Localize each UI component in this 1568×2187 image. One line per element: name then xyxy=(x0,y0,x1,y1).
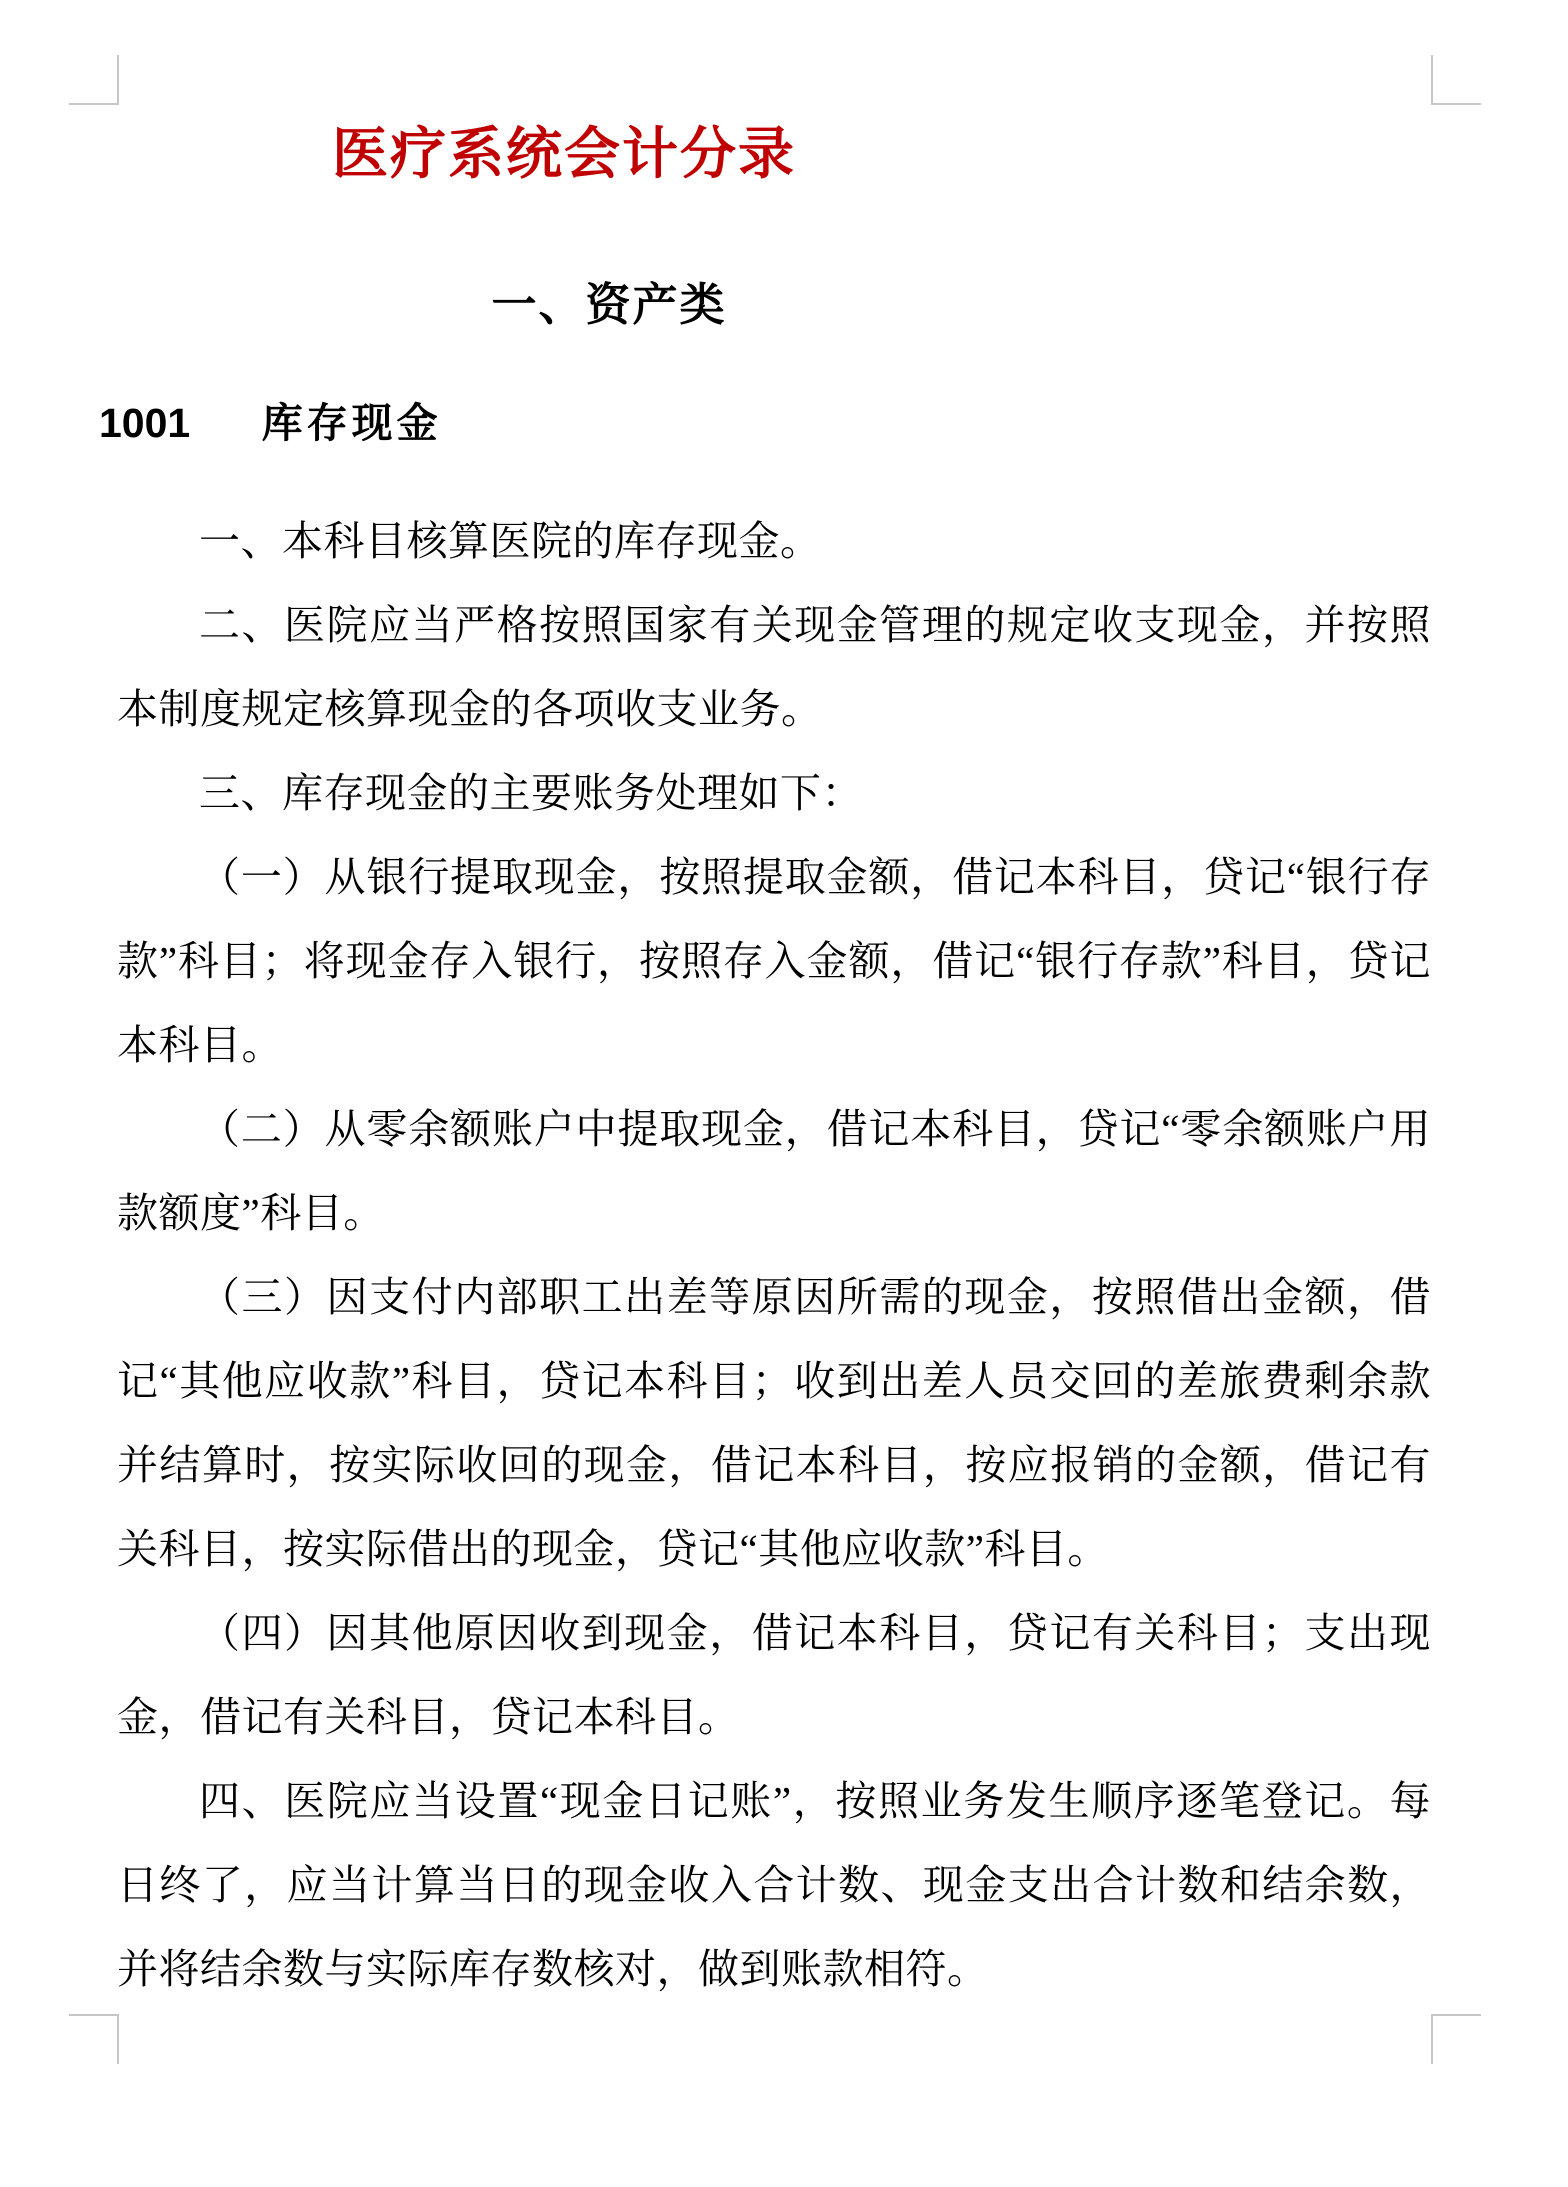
body-paragraph: （四）因其他原因收到现金，借记本科目，贷记有关科目；支出现金，借记有关科目，贷记本科目。 xyxy=(117,1610,1431,1740)
section-heading-assets: 一、资产类 xyxy=(491,280,727,330)
text-area xyxy=(99,103,1431,2011)
body-text xyxy=(117,499,1431,2011)
body-paragraph: （三）因支付内部职工出差等原因所需的现金，按照借出金额，借记“其他应收款”科目，贷记本科目；收到出差人员交回的差旅费剩余款并结算时，按实际收回的现金，借记本科目，按应报销的金额，借记有关科目，按实际借出的现金，贷记“其他应收款”科目。 xyxy=(117,1274,1431,1572)
margin-crop-mark-top-left xyxy=(69,55,119,105)
body-paragraph: 二、医院应当严格按照国家有关现金管理的规定收支现金，并按照本制度规定核算现金的各项收支业务。 xyxy=(117,602,1431,732)
account-code: 1001 xyxy=(99,400,191,446)
section-heading-row xyxy=(117,275,1431,335)
margin-crop-mark-bottom-right xyxy=(1431,2014,1481,2064)
body-paragraph: 一、本科目核算医院的库存现金。 xyxy=(199,518,822,564)
body-paragraph: （一）从银行提取现金，按照提取金额，借记本科目，贷记“银行存款”科目；将现金存入银行，按照存入金额，借记“银行存款”科目，贷记本科目。 xyxy=(117,854,1431,1068)
margin-crop-mark-bottom-left xyxy=(69,2014,119,2064)
account-heading xyxy=(99,395,1431,451)
body-paragraph: 四、医院应当设置“现金日记账”，按照业务发生顺序逐笔登记。每日终了，应当计算当日的现金收入合计数、现金支出合计数和结余数，并将结余数与实际库存数核对，做到账款相符。 xyxy=(117,1778,1431,1992)
body-paragraph: （二）从零余额账户中提取现金，借记本科目，贷记“零余额账户用款额度”科目。 xyxy=(117,1106,1431,1236)
document-title-row xyxy=(117,115,1431,195)
margin-crop-mark-top-right xyxy=(1431,55,1481,105)
account-name: 库存现金 xyxy=(261,400,442,446)
document-title: 医疗系统会计分录 xyxy=(332,124,796,186)
body-paragraph: 三、库存现金的主要账务处理如下： xyxy=(199,770,863,816)
